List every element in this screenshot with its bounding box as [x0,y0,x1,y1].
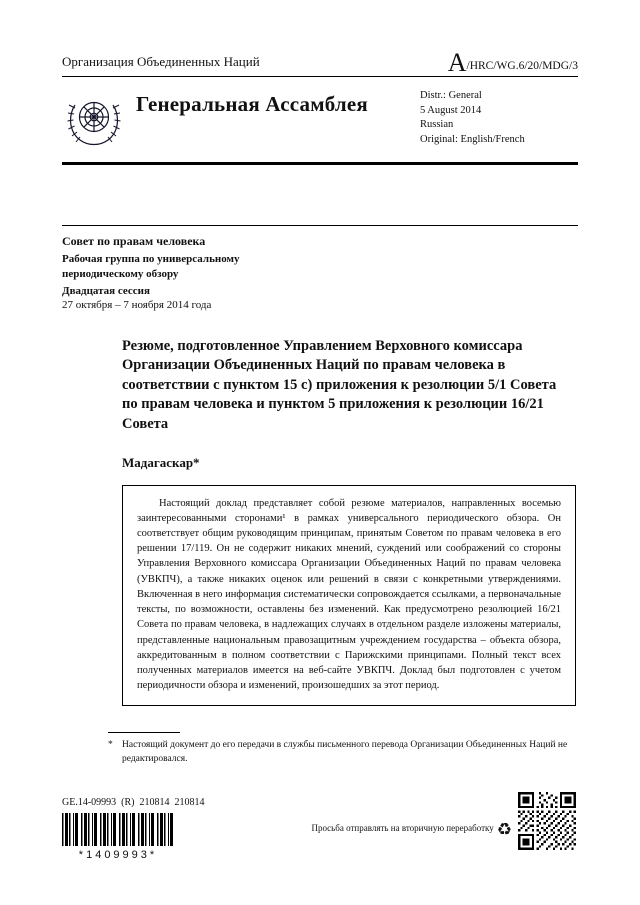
country-heading: Мадагаскар* [122,454,200,470]
session-number: Двадцатая сессия [62,284,150,297]
barcode [62,813,174,846]
document-title: Резюме, подготовленное Управлением Верховного комиссара Организации Объединенных Наций по правам человека в соответствии с пунктом 15 с) приложения к резолюции 5/1 Совета по правам человека и пунктом 5 приложения к резолюции 16/21 Совета [122,337,557,433]
page-title: Генеральная Ассамблея [136,92,368,117]
distribution-info [420,89,578,152]
session-dates: 27 октября – 7 ноября 2014 года [62,298,212,311]
footnote-text: Настоящий документ до его передачи в службы письменного перевода Организации Объединенных Наций не редактировался. [122,740,568,764]
working-group-line2: периодическому обзору [62,267,179,280]
language-line: Russian [420,119,454,131]
header-top-row [62,48,578,77]
doc-symbol [447,48,578,77]
working-group-line1: Рабочая группа по универсальному [62,253,240,266]
barcode-text: *1409993* [78,849,158,861]
un-emblem-icon [62,88,126,152]
council-name: Совет по правам человека [62,234,206,249]
summary-paragraph: Настоящий доклад представляет собой резюме материалов, направленных восемью заинтересованными сторонами¹ в рамках универсального периодического обзора. Он соответствует общим руководящим принципам, принятым Советом по правам человека в его решении 17/119. Он не содержит никаких мнений, суждений или соображений со стороны Управления Верховного комиссара Организации Объединенных Наций по правам человека (УВКПЧ), а также никаких оценок или решений в связи с конкретными утверждениями. Включенная в него информация систематически сопровождается ссылками, а первоначальные тексты, по возможности, оставлены без изменений. Как предусмотрено резолюцией 16/21 Совета по правам человека, в надлежащих случаях в отдельном разделе изложены материалы, представленные национальным правозащитным учреждением государства – объекта обзора, аккредитованным в полном соответствии с Парижскими принципами. Полный текст всех полученных материалов имеется на веб-сайте УВКПЧ. Доклад был подготовлен с учетом периодичности обзора и изменений, произошедших за этот период. [137,497,561,692]
recycle-icon: ♻ [496,820,512,839]
date-line: 5 August 2014 [420,104,482,116]
ge-number: GE.14-09993 (R) 210814 210814 [62,797,205,808]
header-divider [62,162,578,165]
org-name: Организация Объединенных Наций [62,54,260,70]
recycle-text: Просьба отправлять на вторичную переработку [311,823,494,833]
footnote-rule [108,732,180,733]
session-block [62,225,578,311]
doc-symbol-rest: /HRC/WG.6/20/MDG/3 [466,60,578,73]
distr-line: Distr.: General [420,90,482,102]
header-main-row [62,77,578,162]
doc-symbol-letter: A [447,48,467,77]
summary-box [122,485,576,707]
footnote-marker: * [108,740,113,751]
footnote-block [108,732,570,766]
recycle-notice [280,820,512,840]
original-language-line: Original: English/French [420,134,525,146]
qr-code [518,792,576,850]
